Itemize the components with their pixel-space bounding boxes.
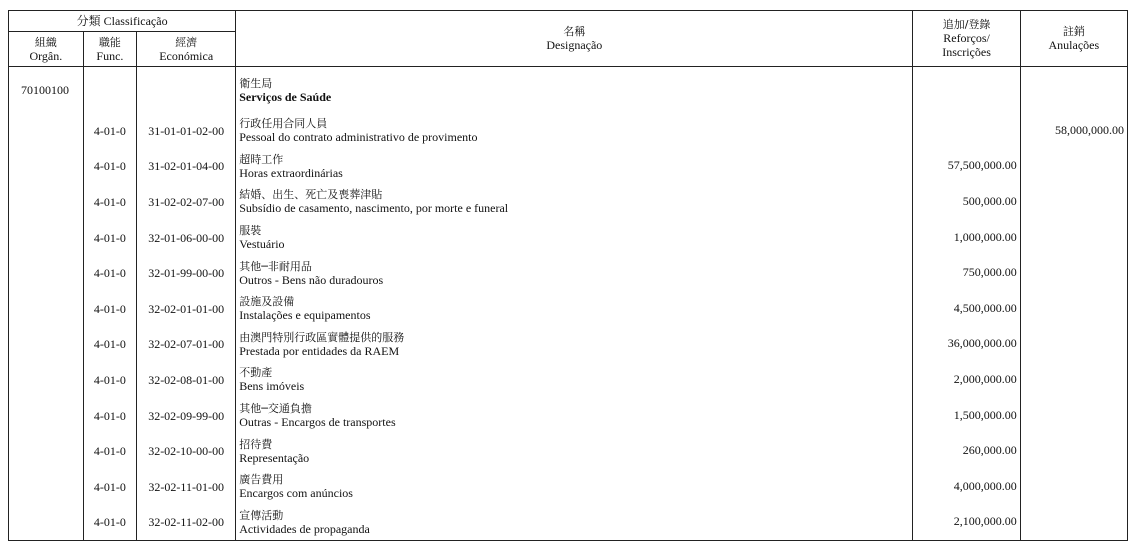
functional-code: 4-01-0 — [83, 184, 136, 220]
organic-header-cjk: 組織 — [34, 35, 57, 49]
functional-code: 4-01-0 — [83, 327, 136, 363]
functional-header — [83, 32, 136, 67]
anulacoes-value — [1020, 433, 1127, 469]
anulacoes-value — [1020, 255, 1127, 291]
reforcos-value: 750,000.00 — [913, 255, 1020, 291]
designation-pt: Outros - Bens não duradouros — [239, 272, 384, 287]
designation-pt: Pessoal do contrato administrativo de provimento — [239, 130, 478, 145]
designation-header-cjk: 名稱 — [563, 25, 586, 38]
reforcos-value: 500,000.00 — [913, 184, 1020, 220]
annulment-header — [1020, 11, 1127, 67]
table-header — [9, 11, 1128, 67]
organic-cell — [9, 149, 84, 185]
entity-anulacoes-cell — [1020, 67, 1127, 114]
designation-cell — [236, 505, 913, 541]
economic-code: 32-01-99-00-00 — [137, 255, 236, 291]
organic-cell — [9, 255, 84, 291]
functional-code: 4-01-0 — [83, 469, 136, 505]
table-row — [9, 469, 1128, 505]
table-row — [9, 291, 1128, 327]
organic-cell — [9, 291, 84, 327]
reinforcement-header-pt-2: Inscrições — [942, 45, 991, 59]
designation-cjk: 行政任用合同人員 — [239, 117, 328, 131]
anulacoes-value — [1020, 362, 1127, 398]
economic-code: 31-02-01-04-00 — [137, 149, 236, 185]
designation-cjk: 其他─非耐用品 — [239, 259, 312, 273]
economic-code: 31-01-01-02-00 — [137, 113, 236, 149]
economic-header-cjk: 經濟 — [175, 35, 198, 49]
designation-header — [236, 11, 913, 67]
budget-table — [8, 10, 1128, 541]
organic-cell — [9, 469, 84, 505]
economic-code: 32-02-10-00-00 — [137, 433, 236, 469]
designation-cjk: 其他─交通負擔 — [239, 402, 312, 416]
designation-cjk: 廣告費用 — [239, 473, 284, 487]
organic-cell — [9, 220, 84, 256]
anulacoes-value — [1020, 327, 1127, 363]
designation-cjk: 超時工作 — [239, 152, 284, 166]
functional-code: 4-01-0 — [83, 398, 136, 434]
designation-header-pt: Designação — [546, 38, 603, 52]
designation-cell — [236, 362, 913, 398]
table-row — [9, 113, 1128, 149]
economic-code: 31-02-02-07-00 — [137, 184, 236, 220]
designation-pt: Outras - Encargos de transportes — [239, 415, 396, 430]
designation-cjk: 服裝 — [239, 224, 262, 238]
organic-header-pt: Orgân. — [29, 48, 63, 63]
reforcos-value: 36,000,000.00 — [913, 327, 1020, 363]
functional-code: 4-01-0 — [83, 505, 136, 541]
functional-code: 4-01-0 — [83, 362, 136, 398]
reforcos-value: 4,500,000.00 — [913, 291, 1020, 327]
annulment-header-pt: Anulações — [1048, 38, 1100, 52]
designation-pt: Bens imóveis — [239, 379, 305, 394]
designation-cjk: 不動產 — [239, 366, 273, 380]
organic-code: 70100100 — [9, 67, 84, 114]
reforcos-value: 57,500,000.00 — [913, 149, 1020, 185]
organic-cell — [9, 362, 84, 398]
organic-cell — [9, 113, 84, 149]
designation-cjk: 設施及設備 — [239, 295, 295, 309]
economic-code: 32-02-07-01-00 — [137, 327, 236, 363]
designation-pt: Subsídio de casamento, nascimento, por morte e funeral — [239, 201, 509, 216]
designation-cjk: 由澳門特別行政區實體提供的服務 — [239, 330, 405, 344]
reforcos-value: 2,100,000.00 — [913, 505, 1020, 541]
organic-cell — [9, 505, 84, 541]
entity-designation — [236, 67, 913, 114]
anulacoes-value — [1020, 291, 1127, 327]
designation-cell — [236, 469, 913, 505]
table-row — [9, 184, 1128, 220]
designation-cjk: 結婚、出生、死亡及喪葬津貼 — [239, 188, 383, 202]
designation-pt: Instalações e equipamentos — [239, 308, 371, 323]
entity-name-cjk: 衛生局 — [239, 76, 273, 90]
reinforcement-header — [913, 11, 1020, 67]
designation-pt: Actividades de propaganda — [239, 521, 370, 536]
organic-cell — [9, 433, 84, 469]
classification-header: 分類 Classificação — [9, 11, 236, 32]
organic-cell — [9, 327, 84, 363]
designation-pt: Prestada por entidades da RAEM — [239, 343, 400, 358]
table-row — [9, 505, 1128, 541]
table-row — [9, 362, 1128, 398]
functional-code: 4-01-0 — [83, 291, 136, 327]
functional-code: 4-01-0 — [83, 255, 136, 291]
designation-pt: Horas extraordinárias — [239, 165, 343, 180]
anulacoes-value: 58,000,000.00 — [1020, 113, 1127, 149]
economic-code: 32-02-11-02-00 — [137, 505, 236, 541]
reforcos-value: 2,000,000.00 — [913, 362, 1020, 398]
entity-func-cell — [83, 67, 136, 114]
economic-header-pt: Económica — [159, 48, 214, 63]
reinforcement-header-pt-1: Reforços/ — [943, 31, 990, 45]
designation-cell — [236, 255, 913, 291]
functional-code: 4-01-0 — [83, 220, 136, 256]
designation-cell — [236, 149, 913, 185]
designation-cell — [236, 433, 913, 469]
designation-cell — [236, 184, 913, 220]
functional-code: 4-01-0 — [83, 113, 136, 149]
reinforcement-header-cjk: 追加/登錄 — [942, 18, 991, 31]
organic-header — [9, 32, 84, 67]
table-row — [9, 220, 1128, 256]
designation-cell — [236, 291, 913, 327]
designation-pt: Vestuário — [239, 237, 285, 252]
economic-code: 32-01-06-00-00 — [137, 220, 236, 256]
anulacoes-value — [1020, 505, 1127, 541]
table-body — [9, 67, 1128, 541]
designation-cjk: 招待費 — [239, 437, 273, 451]
reforcos-value: 1,500,000.00 — [913, 398, 1020, 434]
functional-code: 4-01-0 — [83, 149, 136, 185]
annulment-header-cjk: 註銷 — [1062, 25, 1085, 38]
entity-reforcos-cell — [913, 67, 1020, 114]
designation-cell — [236, 113, 913, 149]
anulacoes-value — [1020, 398, 1127, 434]
economic-header — [137, 32, 236, 67]
designation-cell — [236, 220, 913, 256]
designation-pt: Representação — [239, 450, 310, 465]
reforcos-value — [913, 113, 1020, 149]
table-row — [9, 255, 1128, 291]
economic-code: 32-02-08-01-00 — [137, 362, 236, 398]
designation-pt: Encargos com anúncios — [239, 486, 353, 501]
table-row — [9, 327, 1128, 363]
anulacoes-value — [1020, 220, 1127, 256]
reforcos-value: 1,000,000.00 — [913, 220, 1020, 256]
reforcos-value: 260,000.00 — [913, 433, 1020, 469]
table-row — [9, 398, 1128, 434]
table-row — [9, 433, 1128, 469]
anulacoes-value — [1020, 149, 1127, 185]
economic-code: 32-02-01-01-00 — [137, 291, 236, 327]
table-row — [9, 149, 1128, 185]
designation-cjk: 宣傳活動 — [239, 508, 284, 522]
entity-name-pt: Serviços de Saúde — [239, 89, 332, 104]
economic-code: 32-02-11-01-00 — [137, 469, 236, 505]
functional-header-cjk: 職能 — [98, 35, 121, 49]
designation-cell — [236, 327, 913, 363]
designation-cell — [236, 398, 913, 434]
entity-eco-cell — [137, 67, 236, 114]
anulacoes-value — [1020, 469, 1127, 505]
anulacoes-value — [1020, 184, 1127, 220]
functional-code: 4-01-0 — [83, 433, 136, 469]
economic-code: 32-02-09-99-00 — [137, 398, 236, 434]
entity-row — [9, 67, 1128, 114]
reforcos-value: 4,000,000.00 — [913, 469, 1020, 505]
organic-cell — [9, 398, 84, 434]
functional-header-pt: Func. — [96, 48, 124, 63]
organic-cell — [9, 184, 84, 220]
